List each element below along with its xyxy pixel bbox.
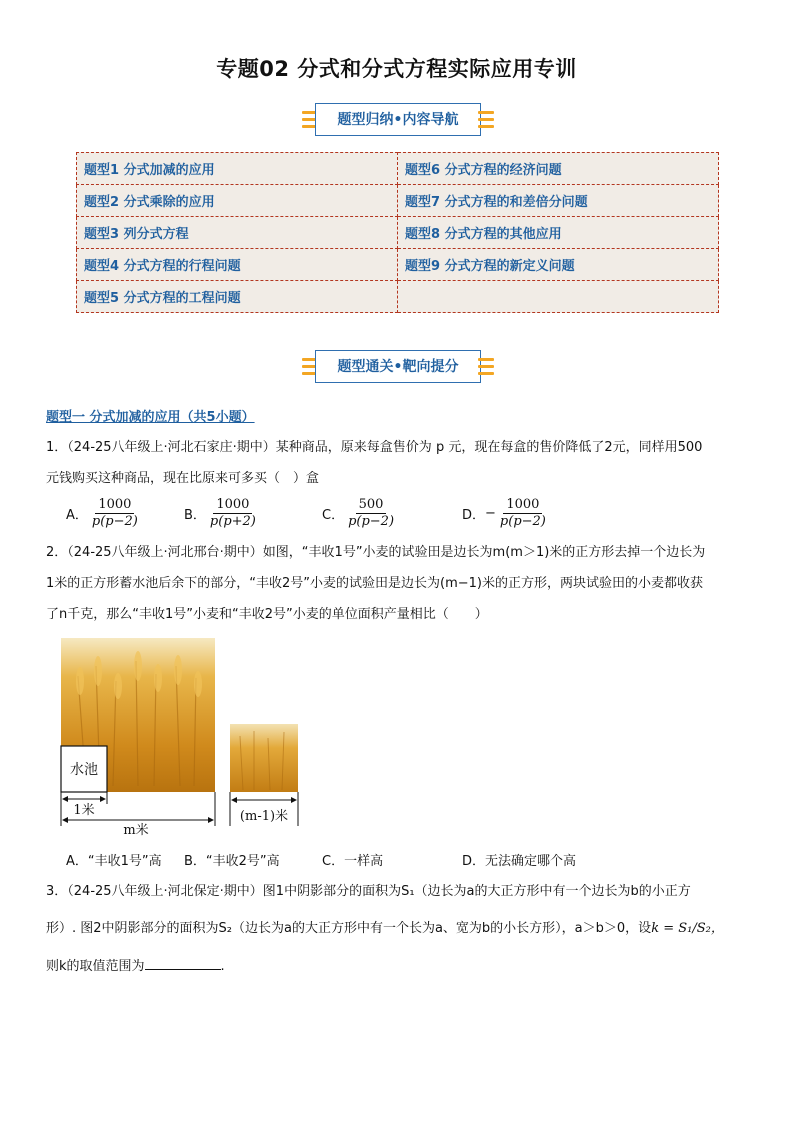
fraction: $\frac{500}{p(p-2)}$ (348, 497, 395, 529)
nav-link[interactable]: 题型7 分式方程的和差倍分问题 (398, 185, 719, 217)
one-meter-label: 1米 (73, 803, 95, 818)
field-2-image (230, 724, 298, 792)
q2-option-d[interactable]: D．无法确定哪个高 (462, 854, 577, 869)
table-row (77, 185, 719, 217)
q3-line2: 形）. 图2中阴影部分的面积为S₂（边长为a的大正方形中有一个长为a、宽为b的小长方形），a＞b＞0，设k = S₁/S₂， (46, 921, 724, 936)
q1-option-d[interactable]: D． − $\frac{1000}{p(p-2)}$ (462, 497, 546, 529)
nav-link[interactable]: 题型1 分式加减的应用 (77, 153, 398, 185)
banner-label: 题型归纳•内容导航 (315, 103, 482, 136)
m-minus-1-label: (m-1)米 (239, 809, 289, 824)
nav-link[interactable]: 题型3 列分式方程 (77, 217, 398, 249)
nav-link[interactable]: 题型2 分式乘除的应用 (77, 185, 398, 217)
q2-line3: 了n千克，那么“丰收1号”小麦和“丰收2号”小麦的单位面积产量相比（ ） (46, 607, 488, 622)
nav-link[interactable]: 题型8 分式方程的其他应用 (398, 217, 719, 249)
q1-line2: 元钱购买这种商品，现在比原来可多买（ ）盒 (46, 471, 320, 486)
decor-lines-icon (478, 358, 494, 375)
q2-option-b[interactable]: B．“丰收2号”高 (184, 854, 280, 869)
q1-line1: 1．（24-25八年级上·河北石家庄·期中）某种商品，原来每盒售价为 p 元，现在每盒的售价降低了2元，同样用500 (46, 440, 703, 455)
q3-line1: 3．（24-25八年级上·河北保定·期中）图1中阴影部分的面积为S₁（边长为a的大正方形中有一个边长为b的小正方 (46, 884, 691, 899)
section-heading[interactable]: 题型一 分式加减的应用（共5小题） (46, 410, 255, 425)
q1-option-a[interactable]: A． $\frac{1000}{p(p-2)}$ (66, 497, 138, 529)
table-row (77, 153, 719, 185)
topic-navigation-table (76, 152, 719, 313)
fraction: $\frac{1000}{p(p-2)}$ (91, 497, 138, 529)
nav-empty-cell (398, 281, 719, 313)
banner-navigation (293, 102, 503, 136)
answer-blank[interactable] (145, 955, 221, 970)
banner-label: 题型通关•靶向提分 (315, 350, 482, 383)
m-meter-label: m米 (123, 823, 149, 836)
fraction: $\frac{1000}{p(p-2)}$ (499, 497, 546, 529)
fraction: $\frac{1000}{p(p+2)}$ (209, 497, 256, 529)
nav-link[interactable]: 题型6 分式方程的经济问题 (398, 153, 719, 185)
banner-practice (293, 349, 503, 383)
nav-link[interactable]: 题型4 分式方程的行程问题 (77, 249, 398, 281)
k-expression: k = S₁/S₂， (651, 921, 724, 936)
table-row (77, 217, 719, 249)
pool-label: 水池 (70, 762, 98, 778)
wheat-field-figure (58, 636, 308, 836)
q2-option-a[interactable]: A．“丰收1号”高 (66, 854, 162, 869)
q3-line3: 则k的取值范围为 . (46, 951, 750, 983)
page-title: 专题02 分式和分式方程实际应用专训 (216, 57, 577, 81)
q2-option-c[interactable]: C．一样高 (322, 854, 384, 869)
nav-link[interactable]: 题型5 分式方程的工程问题 (77, 281, 398, 313)
q1-option-b[interactable]: B． $\frac{1000}{p(p+2)}$ (184, 497, 256, 529)
q1-option-c[interactable]: C． $\frac{500}{p(p-2)}$ (322, 497, 395, 529)
table-row (77, 281, 719, 313)
table-row (77, 249, 719, 281)
decor-lines-icon (478, 111, 494, 128)
q2-line2: 1米的正方形蓄水池后余下的部分，“丰收2号”小麦的试验田是边长为(m−1)米的正方形，两块试验田的小麦都收获 (46, 576, 703, 591)
nav-link[interactable]: 题型9 分式方程的新定义问题 (398, 249, 719, 281)
q2-line1: 2．（24-25八年级上·河北邢台·期中）如图，“丰收1号”小麦的试验田是边长为m(m＞1)米的正方形去掉一个边长为 (46, 545, 706, 560)
